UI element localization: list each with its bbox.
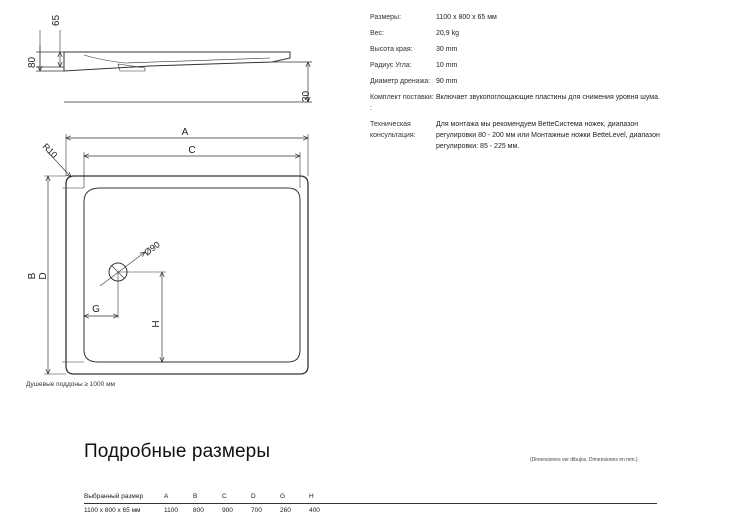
spec-row-tech-advice (370, 119, 680, 152)
dim-label-a: A (181, 127, 189, 138)
spec-row-size (370, 12, 680, 23)
table-header-cell: C (222, 493, 227, 500)
table-header-cell: A (164, 493, 169, 500)
spec-value: 1100 x 800 x 65 мм (436, 14, 497, 21)
table-cell: 900 (222, 507, 233, 514)
dim-label-d: D (38, 272, 49, 280)
spec-label: Вес: (370, 30, 385, 37)
table-header-cell: Выбранный размер (84, 493, 144, 500)
spec-value: 10 mm (436, 62, 458, 69)
table-cell: 1100 x 800 x 65 мм (84, 507, 141, 514)
spec-list (370, 12, 680, 157)
spec-label: Радиус Угла: (370, 62, 412, 69)
section-note: (Dimensiones ver dibujos. Dimensiones en mm.) (530, 457, 638, 463)
spec-value: 20,9 kg (436, 30, 459, 37)
dim-label-r10: R10 (40, 141, 60, 161)
spec-label: Комплект поставки: : (370, 94, 434, 112)
spec-label: Размеры: (370, 14, 402, 21)
table-row (84, 504, 657, 517)
side-view (36, 30, 312, 102)
spec-row-weight (370, 28, 680, 39)
spec-value: Для монтажа мы рекомендуем BetteСистема ножек, диапазон регулировки 80 - 200 мм или Монтажные ножки BetteLevel, диапазон регулировки: 85 - 225 мм. (436, 121, 660, 150)
table-header-cell: G (280, 493, 286, 500)
side-dim-30: 30 (301, 90, 312, 102)
table-header-row (84, 490, 657, 504)
top-view (44, 134, 308, 374)
dim-label-b: B (27, 272, 38, 280)
spec-value: 90 mm (436, 78, 458, 85)
spec-label: Техническая консультация: (370, 121, 416, 139)
spec-label: Диаметр дренажа: (370, 78, 431, 85)
dim-label-g: G (92, 304, 100, 315)
dim-label-c: C (188, 145, 196, 156)
tray-note: Душевые поддоны ≥ 1000 мм (26, 381, 116, 388)
spec-row-drain-diameter (370, 76, 680, 87)
side-dim-80: 80 (27, 56, 38, 68)
spec-label: Высота края: (370, 46, 413, 53)
table-header-cell: D (251, 493, 256, 500)
table-cell: 260 (280, 507, 291, 514)
spec-value: 30 mm (436, 46, 458, 53)
spec-row-edge-height (370, 44, 680, 55)
spec-row-package (370, 92, 680, 114)
table-header-cell: H (309, 493, 314, 500)
dim-label-drain: Ø90 (142, 239, 162, 258)
table-cell: 400 (309, 507, 320, 514)
table-cell: 1100 (164, 507, 178, 514)
table-cell: 700 (251, 507, 262, 514)
table-header-cell: B (193, 493, 198, 500)
table-cell: 800 (193, 507, 204, 514)
spec-row-corner-radius (370, 60, 680, 71)
spec-value: Включает звукопоглощающие пластины для снижения уровня шума. (436, 94, 660, 101)
dimension-table (84, 490, 657, 517)
side-dim-65: 65 (51, 14, 62, 26)
section-title: Подробные размеры (84, 441, 271, 462)
dim-label-h: H (151, 320, 162, 328)
